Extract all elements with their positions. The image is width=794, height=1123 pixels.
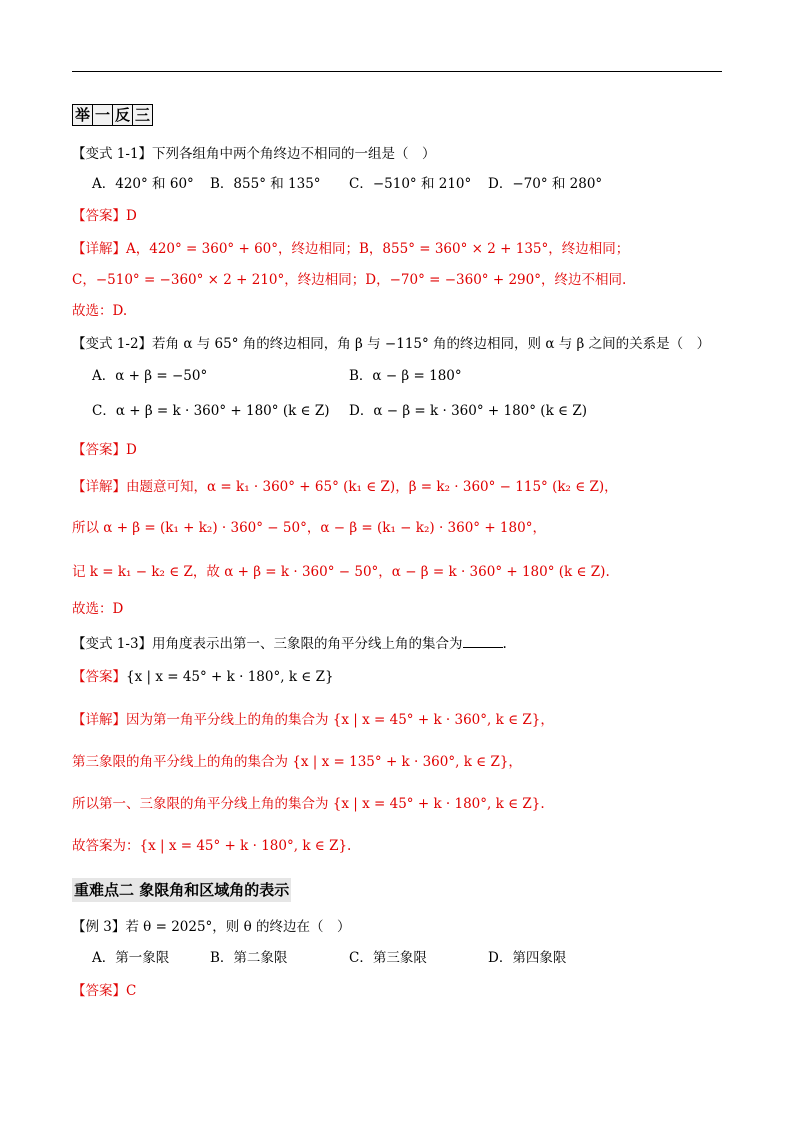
option-a: A．第一象限	[92, 950, 170, 966]
section-heading: 重难点二 象限角和区域角的表示	[72, 878, 291, 902]
question-text: 用角度表示出第一、三象限的角平分线上角的集合为	[152, 636, 463, 652]
option-a: A．420° 和 60°	[92, 176, 194, 192]
option-b: B．α − β = 180°	[349, 368, 462, 384]
question-label: 【变式 1-3】	[72, 636, 153, 652]
answer-label: 【答案】	[72, 669, 126, 685]
section-badge	[72, 104, 152, 126]
question-v13	[72, 633, 507, 654]
badge-char: 三	[132, 104, 153, 126]
detail-line: 记 k = k₁ − k₂ ∈ Z，故 α + β = k · 360° − 50°，α − β = k · 360° + 180° (k ∈ Z).	[72, 564, 610, 580]
question-text: 若 θ = 2025°，则 θ 的终边在（ ）	[125, 919, 351, 935]
option-c: C．−510° 和 210°	[349, 176, 472, 192]
detail-line: 【详解】由题意可知，α = k₁ · 360° + 65° (k₁ ∈ Z)，β = k₂ · 360° − 115° (k₂ ∈ Z)，	[72, 479, 618, 495]
option-c: C．第三象限	[349, 950, 427, 966]
fill-blank	[463, 633, 503, 648]
detail-line: 所以 α + β = (k₁ + k₂) · 360° − 50°，α − β = (k₁ − k₂) · 360° + 180°，	[72, 520, 546, 536]
option-d: D．α − β = k · 360° + 180° (k ∈ Z)	[349, 403, 587, 419]
option-a: A．α + β = −50°	[92, 368, 208, 384]
question-v12	[72, 334, 710, 354]
question-end: .	[502, 636, 507, 652]
answer: 【答案】D	[72, 442, 137, 458]
question-label: 【例 3】	[72, 919, 126, 935]
option-c: C．α + β = k · 360° + 180° (k ∈ Z)	[92, 403, 330, 419]
question-text: 下列各组角中两个角终边不相同的一组是（ ）	[152, 146, 436, 162]
option-b: B．第二象限	[210, 950, 288, 966]
option-d: D．第四象限	[488, 950, 567, 966]
answer: 【答案】D	[72, 208, 137, 224]
question-label: 【变式 1-2】	[72, 336, 153, 352]
detail-line: 第三象限的角平分线上的角的集合为 {x | x = 135° + k · 360°, k ∈ Z}，	[72, 754, 522, 770]
choose-line: 故选：D	[72, 601, 124, 617]
header-rule	[72, 71, 722, 72]
option-b: B．855° 和 135°	[210, 176, 321, 192]
question-label: 【变式 1-1】	[72, 146, 153, 162]
answer-line	[72, 667, 334, 687]
detail-line: C，−510° = −360° × 2 + 210°，终边相同；D，−70° = −360° + 290°，终边不相同.	[72, 272, 627, 288]
option-d: D．−70° 和 280°	[488, 176, 603, 192]
detail-line: 【详解】因为第一角平分线上的角的集合为 {x | x = 45° + k · 360°, k ∈ Z}，	[72, 712, 554, 728]
question-ex3	[72, 917, 351, 937]
final-answer-line: 故答案为：{x | x = 45° + k · 180°, k ∈ Z}.	[72, 838, 352, 854]
badge-char: 一	[92, 104, 113, 126]
answer: 【答案】C	[72, 983, 137, 999]
detail-line: 所以第一、三象限的角平分线上角的集合为 {x | x = 45° + k · 180°, k ∈ Z}.	[72, 796, 545, 812]
answer-set: {x | x = 45° + k · 180°, k ∈ Z}	[126, 669, 334, 685]
badge-char: 举	[72, 104, 93, 126]
detail-line: 【详解】A，420° = 360° + 60°，终边相同；B，855° = 360° × 2 + 135°，终边相同；	[72, 241, 630, 257]
question-v11	[72, 144, 436, 164]
choose-line: 故选：D.	[72, 303, 128, 319]
question-text: 若角 α 与 65° 角的终边相同，角 β 与 −115° 角的终边相同，则 α 与 β 之间的关系是（ ）	[152, 336, 711, 352]
badge-char: 反	[112, 104, 133, 126]
